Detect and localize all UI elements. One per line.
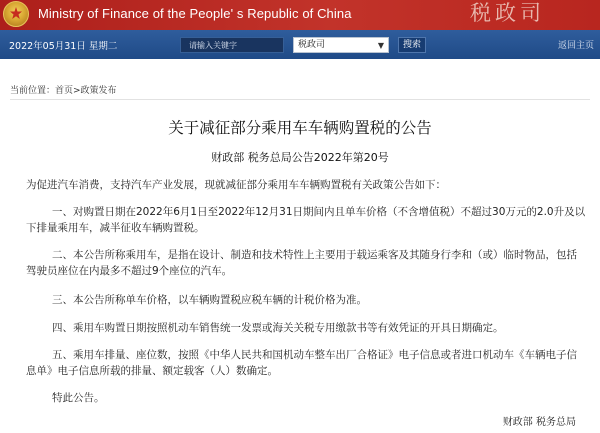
article-paragraph-3: 三、本公告所称单车价格，以车辆购置税应税车辆的计税价格为准。 — [52, 294, 367, 306]
department-title: 税政司 — [470, 1, 545, 25]
article-paragraph-2: 二、本公告所称乘用车，是指在设计、制造和技术特性上主要用于载运乘客及其随身行李和（或）临时物品，包括驾驶员座位在内最多不超过9个座位的汽车。 — [26, 249, 577, 277]
search-input[interactable]: 请输入关键字 — [180, 37, 284, 53]
article-paragraph-4: 四、乘用车购置日期按照机动车销售统一发票或海关关税专用缴款书等有效凭证的开具日期确定。 — [52, 322, 504, 334]
department-select-value: 税政司 — [298, 40, 326, 50]
article-title: 关于减征部分乘用车车辆购置税的公告 — [168, 119, 432, 137]
back-home-link[interactable]: 返回主页 — [557, 41, 594, 51]
breadcrumb[interactable]: 当前位置：首页>政策发布 — [10, 86, 117, 96]
article-intro: 为促进汽车消费，支持汽车产业发展，现就减征部分乘用车车辆购置税有关政策公告如下： — [26, 179, 446, 191]
top-navbar — [0, 30, 600, 59]
chevron-down-icon: ▼ — [377, 41, 384, 50]
search-button[interactable]: 搜索 — [398, 37, 426, 53]
national-emblem-icon — [3, 1, 29, 27]
breadcrumb-divider — [10, 99, 590, 100]
article-paragraph-5: 五、乘用车排量、座位数，按照《中华人民共和国机动车整车出厂合格证》电子信息或者进口机动车《车辆电子信息单》电子信息所载的排量、额定载客（人）数确定。 — [26, 349, 577, 377]
ministry-name: Ministry of Finance of the People' s Republic of China — [38, 6, 352, 21]
current-date: 2022年05月31日 星期二 — [9, 41, 118, 52]
department-select[interactable] — [293, 37, 389, 53]
article-subtitle: 财政部 税务总局公告2022年第20号 — [211, 151, 389, 164]
article-signature: 财政部 税务总局 — [502, 417, 576, 428]
site-header — [0, 0, 600, 30]
article-closing: 特此公告。 — [52, 392, 105, 404]
article-paragraph-1: 一、对购置日期在2022年6月1日至2022年12月31日期间内且单车价格（不含增值税）不超过30万元的2.0升及以下排量乘用车，减半征收车辆购置税。 — [26, 206, 586, 234]
